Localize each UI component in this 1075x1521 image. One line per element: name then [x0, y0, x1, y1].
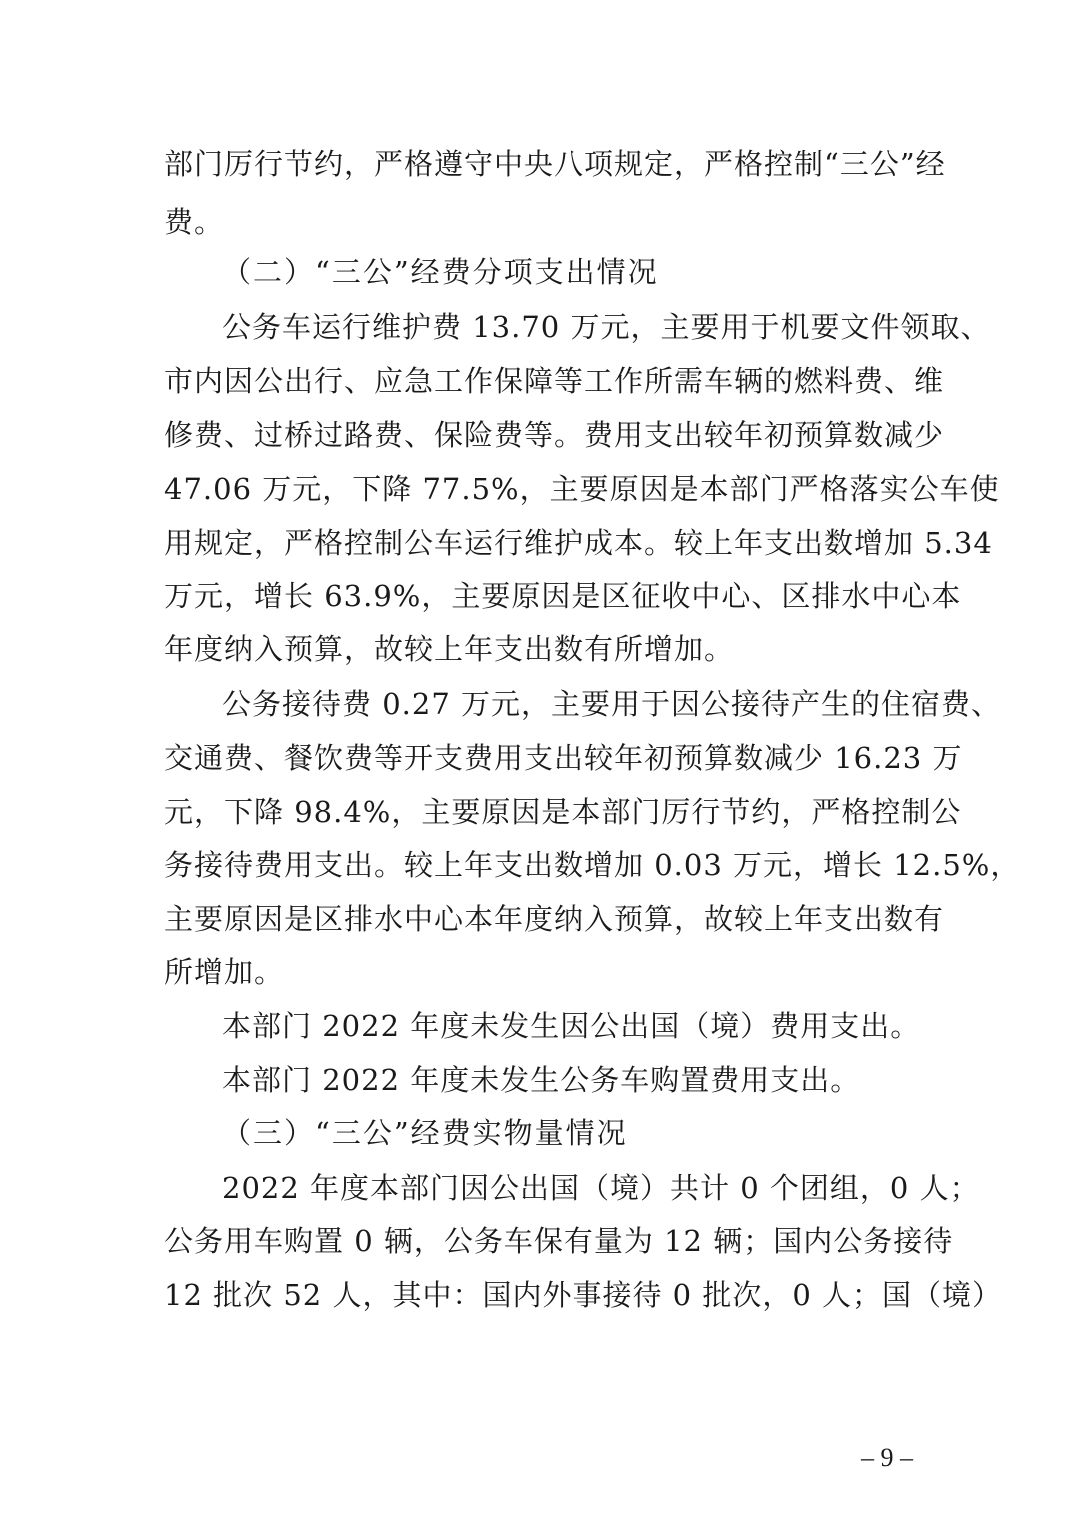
text-line: 市内因公出行、应急工作保障等工作所需车辆的燃料费、维: [164, 364, 945, 398]
text-line: 本部门 2022 年度未发生因公出国（境）费用支出。: [222, 1009, 921, 1043]
text-line: 所增加。: [164, 955, 285, 989]
text-line: 部门厉行节约，严格遵守中央八项规定，严格控制“三公”经: [164, 147, 946, 181]
text-line: 用规定，严格控制公车运行维护成本。较上年支出数增加 5.34: [164, 526, 993, 560]
text-line: 交通费、餐饮费等开支费用支出较年初预算数减少 16.23 万: [164, 741, 963, 775]
text-line: 47.06 万元，下降 77.5%，主要原因是本部门严格落实公车使: [164, 472, 1000, 506]
text-line: 务接待费用支出。较上年支出数增加 0.03 万元，增长 12.5%，: [164, 848, 1021, 882]
text-line: 12 批次 52 人，其中：国内外事接待 0 批次，0 人；国（境）: [164, 1278, 1003, 1312]
text-line: 主要原因是区排水中心本年度纳入预算，故较上年支出数有: [164, 902, 945, 936]
text-line: 公务用车购置 0 辆，公务车保有量为 12 辆；国内公务接待: [164, 1224, 954, 1258]
section-heading: （三）“三公”经费实物量情况: [222, 1116, 628, 1150]
text-line: 修费、过桥过路费、保险费等。费用支出较年初预算数减少: [164, 418, 945, 452]
text-line: 费。: [164, 205, 225, 239]
text-line: 公务接待费 0.27 万元，主要用于因公接待产生的住宿费、: [222, 687, 1002, 721]
page-number: – 9 –: [861, 1443, 913, 1472]
text-line: 年度纳入预算，故较上年支出数有所增加。: [164, 632, 735, 666]
text-line: 公务车运行维护费 13.70 万元，主要用于机要文件领取、: [222, 310, 991, 344]
text-line: 本部门 2022 年度未发生公务车购置费用支出。: [222, 1063, 861, 1097]
text-line: 万元，增长 63.9%，主要原因是区征收中心、区排水中心本: [164, 579, 962, 613]
text-line: 元，下降 98.4%，主要原因是本部门厉行节约，严格控制公: [164, 795, 962, 829]
text-line: 2022 年度本部门因公出国（境）共计 0 个团组，0 人；: [222, 1171, 980, 1205]
section-heading: （二）“三公”经费分项支出情况: [222, 255, 659, 289]
